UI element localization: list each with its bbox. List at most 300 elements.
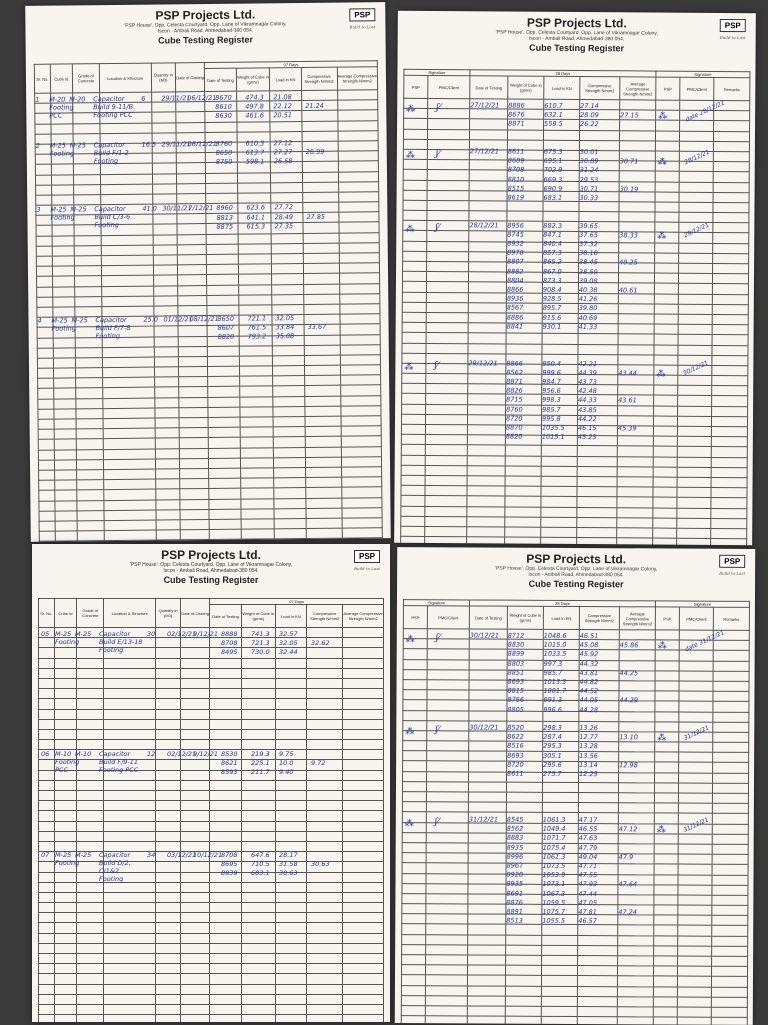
table-cell: [77, 801, 104, 811]
table-cell: [402, 302, 426, 312]
table-cell: [542, 925, 578, 935]
table-cell: [241, 719, 275, 729]
table-cell: [712, 376, 748, 386]
table-cell: [39, 1015, 55, 1022]
sr-number: 05: [41, 630, 50, 638]
grade: M-25: [70, 205, 87, 214]
testing-date: 28/12/21: [469, 220, 499, 230]
pmc-signature: ʃ⁄: [436, 103, 441, 114]
table-cell: [154, 357, 179, 367]
compressive-strength: 27.72: [274, 203, 293, 212]
table-cell: [271, 172, 302, 183]
table-cell: [104, 943, 156, 953]
table-cell: [468, 282, 506, 292]
cube-weight: 8891: [506, 907, 523, 916]
table-cell: [542, 344, 578, 354]
table-cell: [402, 934, 426, 944]
sr-number: 3: [36, 206, 41, 215]
table-cell: [679, 752, 713, 762]
table-cell: [36, 226, 52, 236]
table-cell: [54, 913, 77, 923]
table-cell: [678, 396, 712, 406]
pmc-signature: ʃ⁄: [434, 817, 439, 828]
table-cell: [401, 434, 425, 444]
load-kn: 1059.5: [542, 898, 566, 907]
table-cell: [401, 485, 425, 495]
table-cell: [76, 449, 103, 459]
load-kn: 761.5: [247, 323, 267, 332]
table-cell: [468, 884, 506, 894]
load-kn: 1035.5: [541, 423, 565, 432]
compressive-strength: 44.22: [577, 414, 597, 423]
table-cell: [711, 518, 747, 528]
table-cell: [179, 397, 208, 407]
table-cell: [178, 295, 207, 305]
table-cell: [712, 345, 748, 355]
table-cell: [713, 671, 749, 681]
page-header: [398, 15, 756, 54]
table-cell: [156, 740, 181, 750]
cube-register-table: [34, 60, 383, 542]
table-cell: [427, 261, 469, 271]
table-cell: [237, 183, 271, 194]
table-cell: [618, 966, 654, 976]
table-row: [39, 709, 384, 719]
table-cell: [302, 131, 338, 142]
table-cell: [427, 720, 469, 730]
table-cell: [618, 946, 654, 956]
table-cell: [619, 171, 655, 181]
table-cell: [678, 793, 712, 803]
table-cell: [76, 388, 103, 398]
load-kn: 1075.4: [542, 843, 566, 852]
table-cell: [653, 436, 677, 446]
table-cell: [54, 882, 77, 892]
table-cell: [77, 994, 104, 1004]
compressive-strength: 47.05: [578, 898, 598, 907]
load-kn: 995.8: [541, 414, 561, 423]
table-cell: [53, 378, 76, 388]
table-cell: [178, 275, 207, 285]
table-cell: [427, 129, 469, 139]
table-cell: [427, 639, 469, 649]
table-cell: [275, 709, 307, 719]
table-cell: [104, 811, 156, 821]
company-address-1: 'PSP House', Opp. Celesta Courtyard, Opp. Lane of Vikramnagar Colony,: [129, 562, 293, 568]
table-cell: [403, 261, 427, 271]
table-cell: [77, 933, 104, 943]
table-cell: [241, 699, 275, 709]
cube-weight: 8630: [215, 112, 232, 121]
table-cell: [340, 395, 381, 406]
table-cell: [341, 507, 382, 518]
table-cell: [54, 460, 77, 470]
compressive-strength: 42.48: [578, 387, 597, 396]
table-cell: [426, 965, 468, 975]
load-kn: 641.1: [246, 212, 266, 222]
table-row: [39, 658, 384, 668]
table-cell: [470, 109, 508, 119]
table-cell: [179, 367, 208, 377]
load-kn: 985.7: [543, 668, 563, 677]
table-cell: [468, 945, 506, 955]
table-row: [39, 1004, 384, 1014]
table-cell: [425, 424, 467, 434]
table-cell: [208, 387, 239, 398]
compressive-strength: 21.08: [273, 93, 292, 102]
table-cell: [102, 357, 154, 368]
table-cell: [153, 296, 178, 306]
table-cell: [467, 975, 505, 985]
table-cell: [77, 470, 104, 480]
table-cell: [654, 395, 678, 405]
table-cell: [35, 103, 51, 113]
load-kn: 1053.9: [542, 871, 566, 880]
table-cell: [54, 954, 77, 964]
table-cell: [156, 943, 181, 953]
table-cell: [210, 1004, 242, 1014]
table-cell: [654, 874, 678, 884]
table-cell: [39, 954, 55, 964]
table-cell: [35, 114, 51, 124]
quantity: 30: [147, 630, 156, 638]
table-cell: [305, 457, 341, 468]
table-cell: [77, 689, 104, 699]
table-cell: [711, 437, 747, 447]
table-cell: [542, 792, 578, 802]
table-cell: [154, 367, 179, 377]
table-cell: [653, 477, 677, 487]
table-cell: [678, 976, 712, 986]
compressive-strength: 47.63: [578, 834, 598, 843]
table-cell: [54, 1015, 77, 1022]
table-cell: [179, 377, 208, 387]
company-address-2: Iscon - Ambali Road, Ahmedabad-380 054.: [528, 571, 624, 579]
table-cell: [578, 966, 618, 976]
load-kn: 930.1: [542, 322, 562, 331]
table-cell: [39, 668, 55, 678]
table-cell: [77, 903, 104, 913]
table-cell: [303, 233, 339, 244]
table-cell: [337, 100, 378, 111]
cube-weight: 8621: [221, 758, 238, 767]
psp-signature: ⁂: [405, 727, 415, 738]
table-cell: [542, 334, 578, 344]
table-cell: [343, 984, 384, 994]
col-psp: PSP: [403, 606, 427, 629]
register-page-1: [25, 2, 391, 542]
quantity: 25.0: [143, 315, 159, 324]
table-cell: [77, 699, 104, 709]
table-cell: [77, 974, 104, 984]
table-cell: [240, 437, 274, 448]
table-cell: [152, 184, 177, 194]
table-cell: [655, 722, 679, 732]
table-cell: [241, 689, 275, 699]
table-cell: [154, 377, 179, 387]
load-kn: 623.6: [246, 203, 265, 212]
table-cell: [210, 943, 242, 953]
table-cell: [468, 272, 506, 282]
col-weight: Weight of Cube in (grms): [241, 605, 275, 628]
load-kn: 298.3: [543, 723, 562, 732]
table-cell: [427, 649, 469, 659]
table-cell: [619, 130, 655, 140]
cube-weight: 8886: [506, 313, 524, 322]
table-cell: [678, 803, 712, 813]
table-cell: [468, 935, 506, 945]
table-cell: [426, 302, 468, 312]
cube-weight: 8609: [507, 156, 525, 165]
cube-weight: 8820: [217, 332, 235, 342]
table-cell: [343, 648, 384, 658]
table-cell: [241, 780, 275, 790]
load-kn: 1067.3: [542, 889, 566, 898]
table-cell: [343, 811, 384, 821]
table-cell: [402, 322, 426, 332]
table-cell: [542, 782, 578, 792]
table-cell: [241, 913, 275, 923]
table-cell: [713, 274, 749, 284]
psp-signature: ⁂: [405, 150, 415, 161]
table-cell: [339, 304, 380, 315]
col-group-7-days: 07 Days: [205, 61, 378, 69]
cube-weight: 8935: [506, 843, 524, 852]
table-cell: [102, 347, 154, 358]
table-cell: [678, 385, 712, 395]
table-cell: [469, 129, 507, 139]
table-cell: [711, 508, 747, 518]
compressive-strength: 30.01: [579, 148, 599, 157]
table-cell: [153, 285, 178, 295]
table-cell: [655, 182, 679, 192]
load-kn: 675.3: [543, 147, 563, 156]
table-cell: [209, 468, 240, 479]
table-cell: [577, 976, 617, 986]
table-cell: [428, 109, 470, 119]
table-cell: [577, 986, 617, 996]
table-cell: [679, 762, 713, 772]
table-cell: [74, 256, 101, 266]
table-cell: [402, 792, 426, 802]
table-cell: [713, 253, 749, 263]
table-cell: [343, 750, 384, 760]
table-cell: [156, 974, 181, 984]
table-cell: [156, 811, 181, 821]
table-cell: [711, 528, 747, 538]
table-cell: [403, 139, 427, 149]
table-cell: [307, 648, 343, 658]
table-cell: [104, 658, 156, 668]
table-cell: [154, 347, 179, 357]
table-cell: [618, 405, 654, 415]
table-cell: [210, 699, 242, 709]
cube-weight: 8803: [507, 659, 525, 668]
table-cell: [37, 368, 53, 378]
table-cell: [77, 892, 104, 902]
table-cell: [338, 161, 379, 172]
table-cell: [578, 782, 618, 792]
table-cell: [55, 500, 78, 510]
table-cell: [678, 324, 712, 334]
table-cell: [655, 711, 679, 721]
table-cell: [467, 476, 505, 486]
table-cell: [39, 740, 55, 750]
table-cell: [403, 741, 427, 751]
col-testing: Date of Testing: [210, 605, 242, 628]
table-cell: [241, 498, 275, 509]
page-header: [397, 551, 755, 590]
table-cell: [156, 872, 181, 882]
table-cell: [153, 245, 178, 255]
table-cell: [713, 182, 749, 192]
table-cell: [104, 954, 156, 964]
table-cell: [403, 200, 427, 210]
table-cell: [177, 163, 206, 173]
table-cell: [467, 496, 505, 506]
table-cell: [655, 202, 679, 212]
logo-tagline: Build to Last: [349, 24, 376, 30]
table-cell: [273, 386, 304, 397]
psp-signature: ⁂: [658, 111, 668, 122]
table-cell: [713, 681, 749, 691]
table-cell: [712, 854, 748, 864]
psp-signature: ⁂: [404, 362, 414, 373]
table-cell: [579, 212, 619, 222]
table-cell: [104, 831, 156, 841]
table-cell: [307, 984, 343, 994]
table-cell: [619, 742, 655, 752]
average-strength: 44.25: [619, 669, 639, 678]
table-cell: [578, 344, 618, 354]
table-cell: [275, 821, 307, 831]
table-cell: [74, 235, 101, 245]
table-cell: [343, 913, 384, 923]
table-cell: [617, 467, 653, 477]
table-cell: [425, 414, 467, 424]
table-cell: [39, 480, 55, 490]
table-cell: [340, 344, 381, 355]
table-cell: [655, 630, 679, 640]
table-cell: [711, 477, 747, 487]
testing-date: 29/12/21: [468, 358, 498, 368]
table-cell: [156, 903, 181, 913]
table-cell: [39, 689, 55, 699]
table-cell: [469, 639, 507, 649]
table-cell: [505, 445, 541, 455]
table-cell: [77, 520, 104, 530]
cube-weight: 8760: [506, 405, 523, 414]
table-cell: [275, 811, 307, 821]
table-cell: [343, 699, 384, 709]
table-cell: [239, 346, 273, 357]
cube-weight: 8830: [507, 640, 525, 649]
table-cell: [241, 994, 275, 1004]
cube-weight: 8996: [506, 852, 524, 861]
table-cell: [712, 956, 748, 966]
average-strength: 47.64: [618, 880, 638, 889]
table-cell: [155, 459, 180, 469]
table-cell: [274, 488, 305, 499]
table-cell: [654, 915, 678, 925]
table-cell: [180, 760, 209, 770]
psp-logo: [335, 8, 375, 28]
cube-weight: 8810: [507, 175, 525, 184]
cube-weight: 8513: [506, 916, 523, 925]
table-cell: [39, 872, 55, 882]
table-cell: [241, 509, 275, 520]
compressive-strength: 22.12: [273, 102, 292, 111]
compressive-strength: 35.08: [275, 332, 295, 341]
table-cell: [469, 772, 507, 782]
table-row: [39, 882, 384, 892]
table-cell: [426, 822, 468, 832]
table-cell: [54, 923, 77, 933]
table-cell: [617, 487, 653, 497]
table-cell: [656, 100, 680, 110]
table-cell: [239, 376, 273, 387]
table-cell: [180, 540, 209, 542]
table-cell: [403, 190, 427, 200]
casting-date: 02/12/21: [167, 630, 197, 638]
table-cell: [712, 803, 748, 813]
table-cell: [468, 782, 506, 792]
table-cell: [208, 417, 239, 428]
table-cell: [307, 658, 343, 668]
table-cell: [712, 946, 748, 956]
table-cell: [468, 833, 506, 843]
table-cell: [307, 892, 343, 902]
table-cell: [425, 455, 467, 465]
table-cell: [39, 821, 55, 831]
table-cell: [210, 892, 242, 902]
compressive-strength: 26.58: [273, 157, 293, 166]
table-cell: [303, 284, 339, 295]
load-kn: 1013.3: [543, 677, 567, 686]
load-kn: 865.2: [543, 258, 562, 267]
col-signature: Signature: [404, 69, 470, 75]
table-cell: [426, 955, 468, 965]
table-cell: [617, 477, 653, 487]
table-cell: [156, 699, 181, 709]
table-cell: [177, 234, 206, 244]
table-cell: [654, 283, 678, 293]
table-cell: [240, 488, 274, 499]
load-kn: 211.7: [251, 768, 270, 776]
table-cell: [618, 324, 654, 334]
table-cell: [401, 414, 425, 424]
table-cell: [207, 244, 238, 255]
table-cell: [712, 875, 748, 885]
table-cell: [104, 699, 156, 709]
table-cell: [711, 426, 747, 436]
table-cell: [39, 658, 55, 668]
casting-date: 03/12/21: [167, 850, 197, 859]
table-cell: [153, 275, 178, 285]
table-cell: [654, 854, 678, 864]
table-cell: [402, 802, 426, 812]
table-cell: [210, 709, 242, 719]
table-cell: [467, 445, 505, 455]
average-strength: 9.72: [311, 758, 326, 767]
table-cell: [156, 638, 181, 648]
table-cell: [401, 455, 425, 465]
table-cell: [425, 506, 467, 516]
table-cell: [152, 214, 177, 224]
table-cell: [38, 419, 54, 429]
table-row: [39, 984, 384, 994]
table-cell: [541, 517, 577, 527]
